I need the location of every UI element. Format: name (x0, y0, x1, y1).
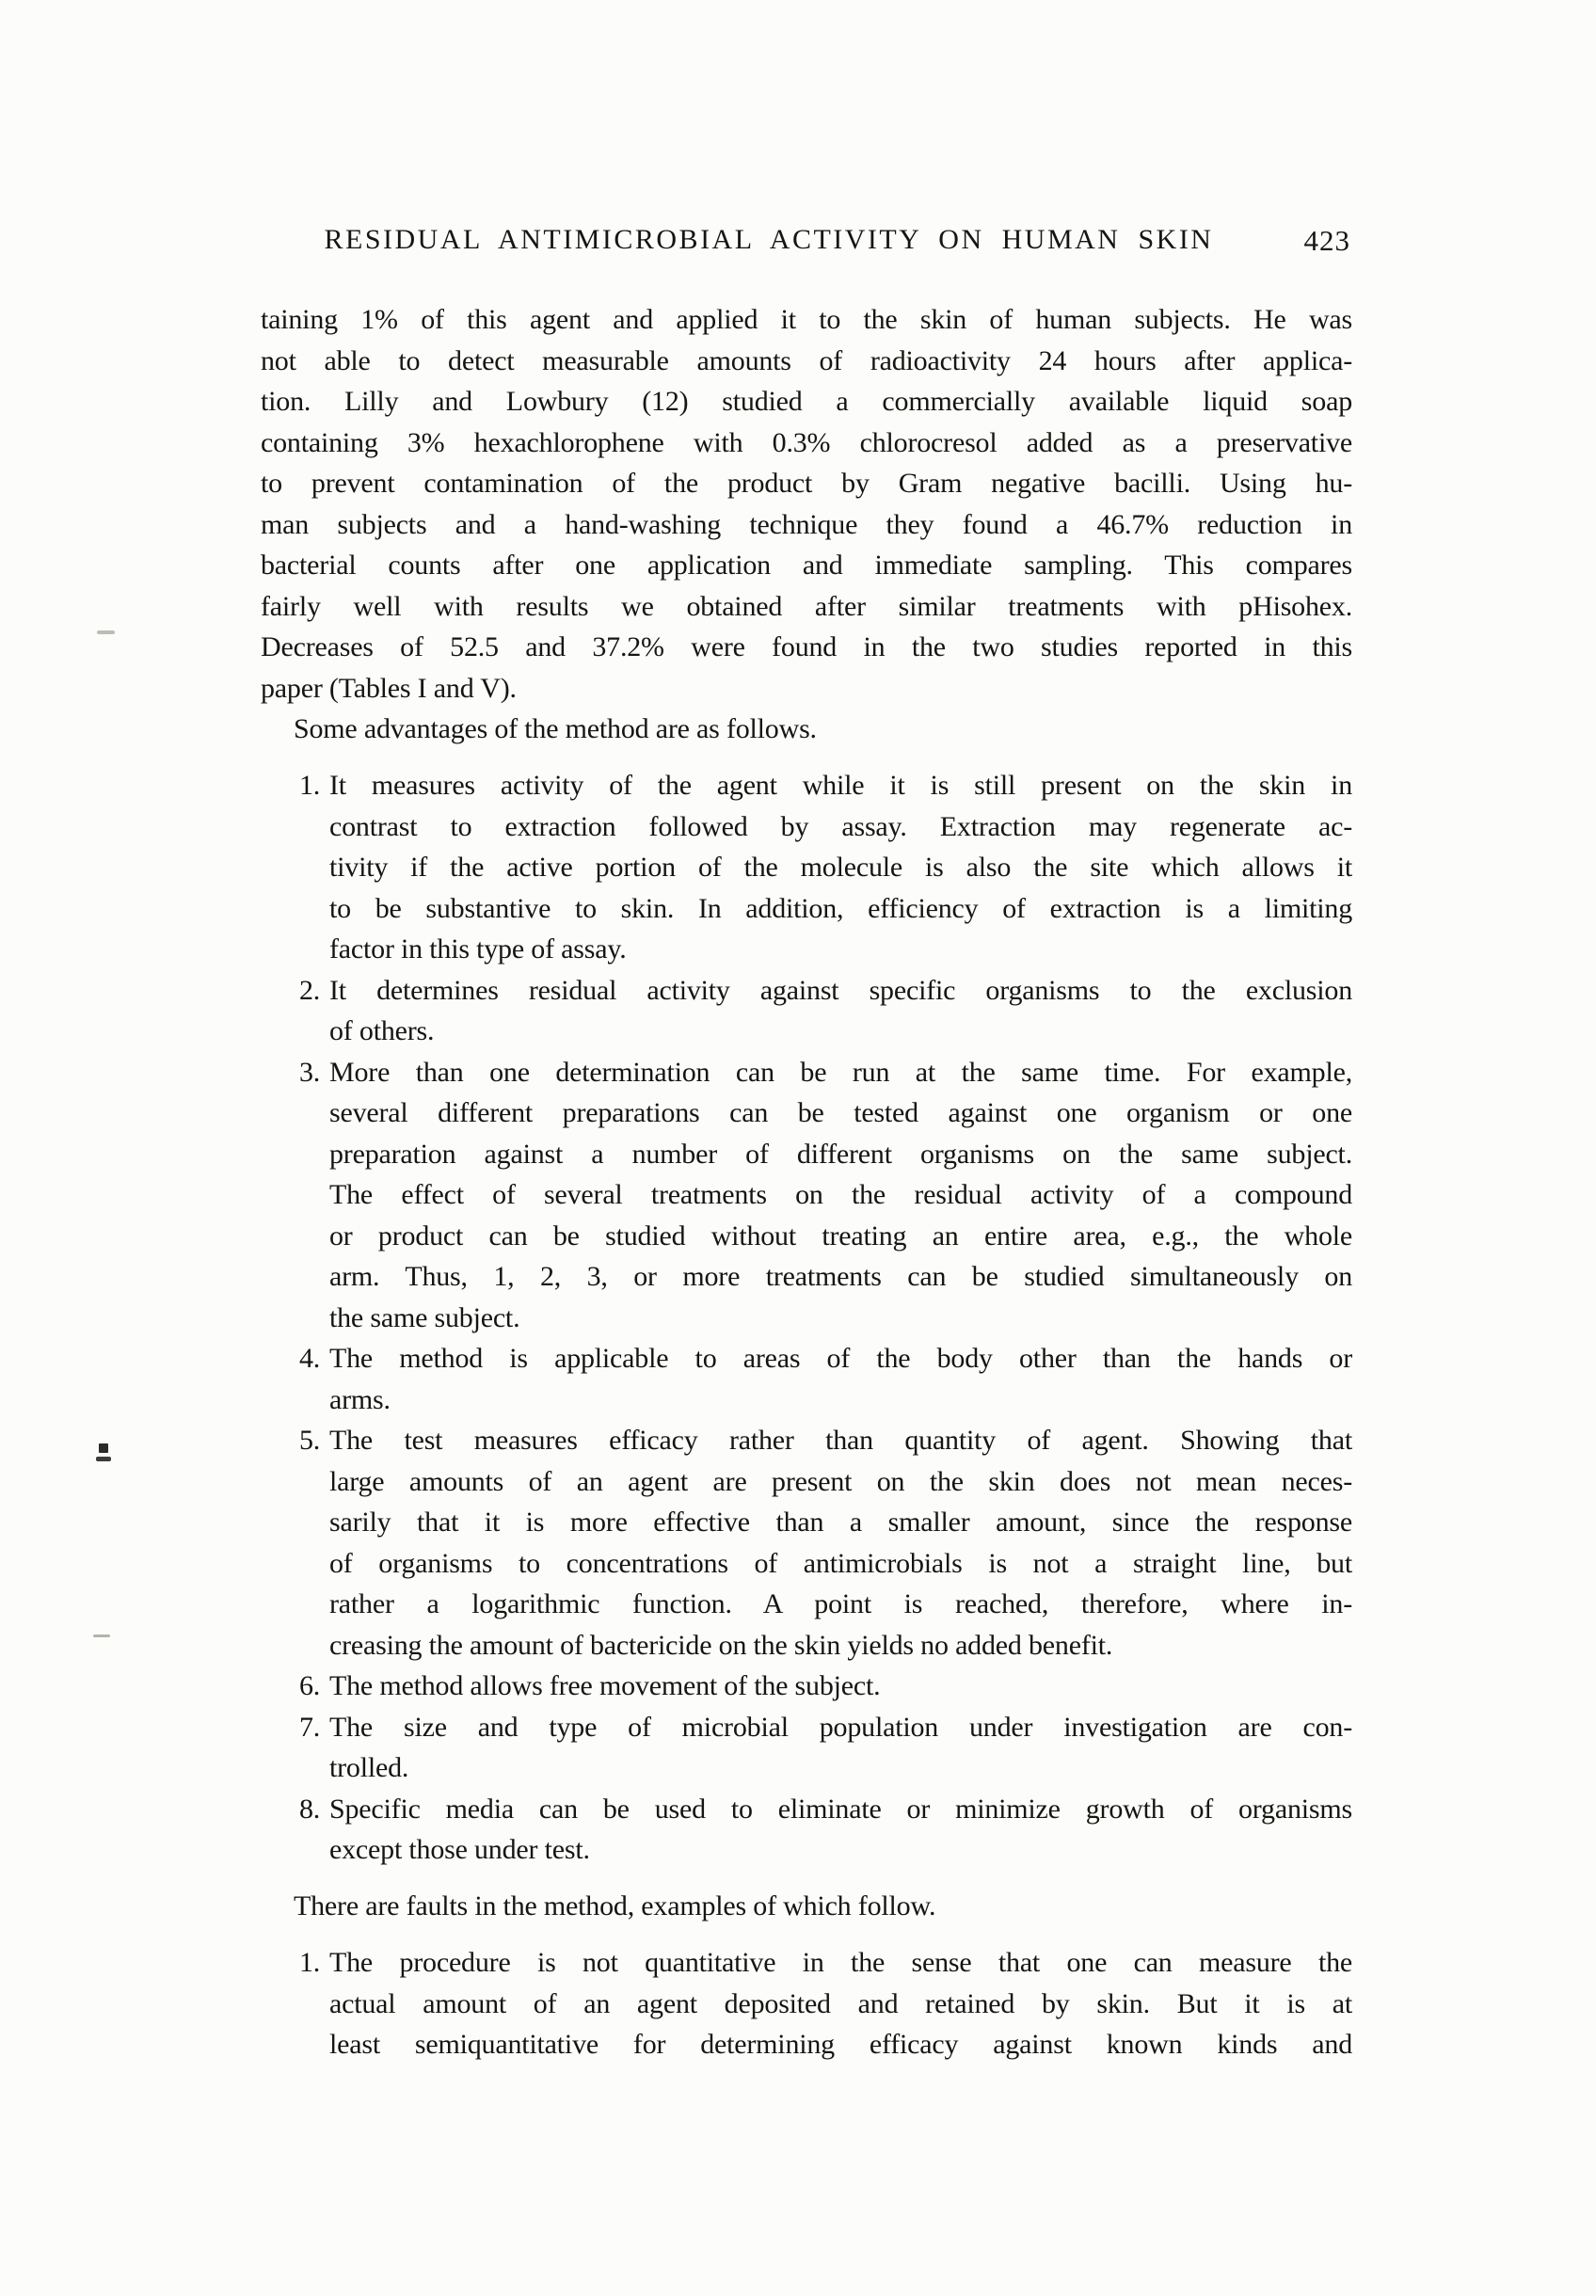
text-line: several different preparations can be tested against one organism or one (329, 1097, 1352, 1128)
list-item (261, 1666, 1352, 1707)
text-line: large amounts of an agent are present on the skin does not mean neces- (329, 1465, 1352, 1497)
text-line: tivity if the active portion of the molecule is also the site which allows it (329, 852, 1352, 883)
text-line: It measures activity of the agent while it is still present on the skin in (329, 770, 1352, 801)
text-line: or product can be studied without treating an entire area, e.g., the whole (329, 1220, 1352, 1252)
text-line: creasing the amount of bactericide on the skin yields no added benefit. (329, 1629, 1113, 1661)
list-item-number: 8. (299, 1793, 321, 1825)
margin-colon-mark-icon (96, 1457, 111, 1461)
text-line: The procedure is not quantitative in the sense that one can measure the (329, 1947, 1352, 1978)
text-line: trolled. (329, 1752, 409, 1783)
text-line: rather a logarithmic function. A point is reached, therefore, where in- (329, 1588, 1352, 1619)
text-line: tion. Lilly and Lowbury (12) studied a commercially available liquid soap (261, 386, 1352, 417)
list-item (261, 765, 1352, 970)
advantages-intro: Some advantages of the method are as follows. (294, 713, 817, 744)
text-line: contrast to extraction followed by assay. Extraction may regenerate ac- (329, 810, 1352, 842)
list-item (261, 970, 1352, 1052)
text-line: Decreases of 52.5 and 37.2% were found in the two studies reported in this (261, 631, 1352, 662)
text-line: not able to detect measurable amounts of radioactivity 24 hours after applica- (261, 344, 1352, 376)
text-line: to be substantive to skin. In addition, efficiency of extraction is a limiting (329, 892, 1352, 924)
text-line: containing 3% hexachlorophene with 0.3% chlorocresol added as a preservative (261, 426, 1352, 458)
text-column (261, 299, 1352, 2065)
list-item-number: 1. (299, 770, 321, 801)
text-line: sarily that it is more effective than a smaller amount, since the response (329, 1507, 1352, 1538)
text-line: arms. (329, 1383, 391, 1415)
text-line: factor in this type of assay. (329, 933, 627, 965)
text-line: It determines residual activity against specific organisms to the exclusion (329, 974, 1352, 1006)
list-item-number: 4. (299, 1343, 321, 1374)
text-line: paper (Tables I and V). (261, 672, 517, 704)
text-line: of others. (329, 1015, 435, 1046)
advantages-list (261, 765, 1352, 1871)
list-item (261, 1052, 1352, 1339)
list-item (261, 1707, 1352, 1789)
text-line: The method allows free movement of the subject. (329, 1670, 881, 1701)
text-line: taining 1% of this agent and applied it to the skin of human subjects. He was (261, 304, 1352, 335)
text-line: of organisms to concentrations of antimicrobials is not a straight line, but (329, 1547, 1352, 1579)
faults-list (261, 1942, 1352, 2065)
margin-colon-mark-icon (99, 1443, 108, 1453)
list-item-number: 7. (299, 1711, 321, 1743)
text-line: Specific media can be used to eliminate or minimize growth of organisms (329, 1793, 1352, 1825)
text-line: More than one determination can be run at the same time. For example, (329, 1056, 1352, 1088)
text-line: man subjects and a hand-washing technique they found a 46.7% reduction in (261, 508, 1352, 540)
page-number: 423 (1303, 224, 1350, 257)
text-line: arm. Thus, 1, 2, 3, or more treatments can be studied simultaneously on (329, 1261, 1352, 1292)
text-line: The effect of several treatments on the residual activity of a compound (329, 1179, 1352, 1210)
list-item-number: 3. (299, 1056, 321, 1088)
list-item (261, 1420, 1352, 1666)
list-item (261, 1789, 1352, 1871)
text-line: the same subject. (329, 1301, 520, 1333)
margin-pencil-dash-icon (93, 1634, 110, 1637)
text-line: The test measures efficacy rather than quantity of agent. Showing that (329, 1425, 1352, 1456)
running-head (261, 224, 1352, 265)
running-head-title: RESIDUAL ANTIMICROBIAL ACTIVITY ON HUMAN SKIN (324, 224, 1214, 255)
text-line: The method is applicable to areas of the body other than the hands or (329, 1343, 1352, 1374)
list-item-number: 6. (299, 1670, 321, 1701)
list-item-number: 1. (299, 1947, 321, 1978)
list-item (261, 1942, 1352, 2065)
text-line: bacterial counts after one application and immediate sampling. This compares (261, 550, 1352, 581)
margin-pencil-dash-icon (97, 630, 115, 634)
text-line: The size and type of microbial population under investigation are con- (329, 1711, 1352, 1743)
opening-paragraph (261, 299, 1352, 709)
list-item-number: 5. (299, 1425, 321, 1456)
text-line: to prevent contamination of the product by Gram negative bacilli. Using hu- (261, 468, 1352, 499)
list-item (261, 1338, 1352, 1420)
list-item-number: 2. (299, 974, 321, 1006)
text-line: except those under test. (329, 1834, 590, 1865)
text-line: fairly well with results we obtained after similar treatments with pHisohex. (261, 590, 1352, 622)
text-line: actual amount of an agent deposited and retained by skin. But it is at (329, 1987, 1352, 2019)
faults-intro: There are faults in the method, examples of which follow. (294, 1890, 936, 1921)
text-line: least semiquantitative for determining efficacy against known kinds and (329, 2029, 1352, 2060)
text-line: preparation against a number of different organisms on the same subject. (329, 1138, 1352, 1170)
